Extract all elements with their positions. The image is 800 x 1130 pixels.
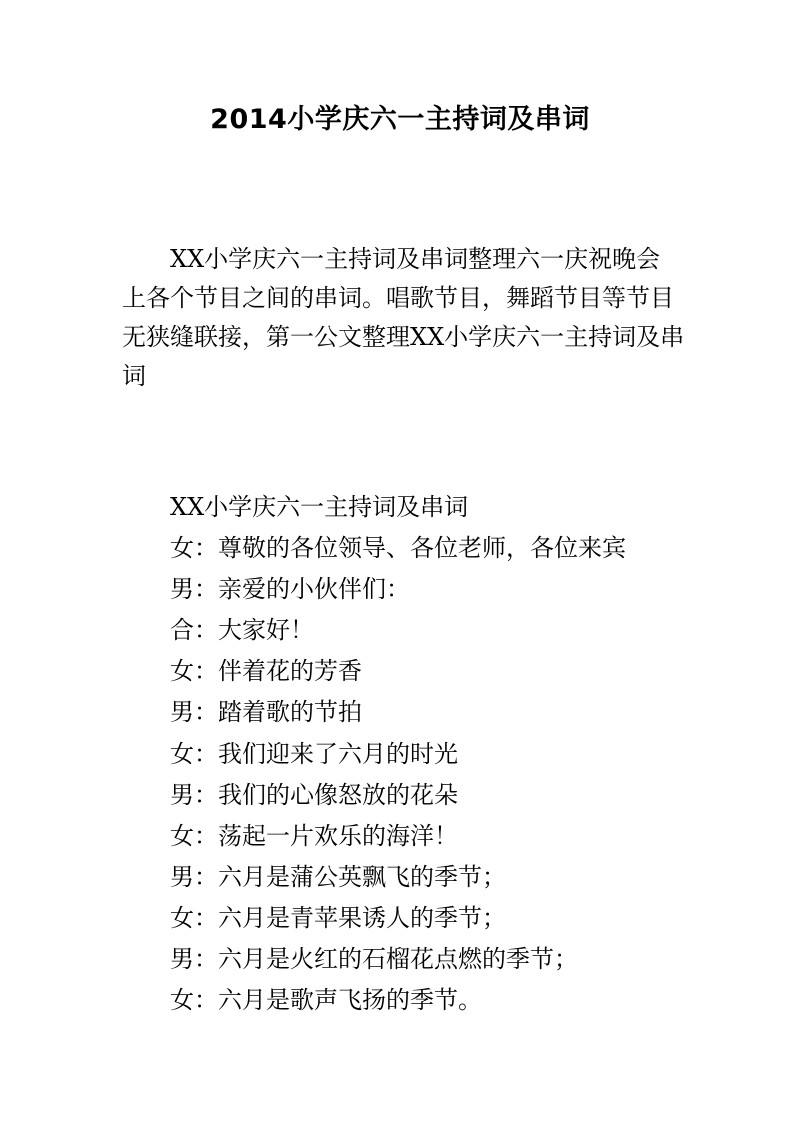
dialogue-line: 女：我们迎来了六月的时光 bbox=[170, 739, 458, 768]
dialogue-line: 女：六月是青苹果诱人的季节； bbox=[170, 903, 506, 932]
dialogue-line: 男：我们的心像怒放的花朵 bbox=[170, 780, 458, 809]
intro-line: XX小学庆六一主持词及串词整理六一庆祝晚会 bbox=[170, 245, 661, 273]
intro-line: 无狭缝联接，第一公文整理XX小学庆六一主持词及串 bbox=[122, 323, 685, 351]
dialogue-line: 女：荡起一片欢乐的海洋！ bbox=[170, 821, 458, 850]
intro-paragraph bbox=[122, 240, 687, 396]
intro-line: 上各个节目之间的串词。唱歌节目，舞蹈节目等节目 bbox=[122, 284, 674, 312]
dialogue-line: 男：亲爱的小伙伴们： bbox=[170, 575, 410, 604]
section-heading: XX小学庆六一主持词及串词 bbox=[170, 493, 469, 521]
dialogue-line: 女：伴着花的芳香 bbox=[170, 657, 362, 686]
dialogue-section bbox=[170, 487, 730, 1021]
dialogue-line: 女：尊敬的各位领导、各位老师，各位来宾 bbox=[170, 534, 626, 563]
dialogue-line: 男：六月是蒲公英飘飞的季节； bbox=[170, 862, 506, 891]
dialogue-line: 男：踏着歌的节拍 bbox=[170, 698, 362, 727]
dialogue-line: 男：六月是火红的石榴花点燃的季节； bbox=[170, 945, 578, 974]
intro-line: 词 bbox=[122, 362, 146, 390]
document-title: 2014小学庆六一主持词及串词 bbox=[210, 104, 590, 135]
dialogue-line: 女：六月是歌声飞扬的季节。 bbox=[170, 986, 482, 1015]
dialogue-line: 合：大家好！ bbox=[170, 616, 314, 645]
